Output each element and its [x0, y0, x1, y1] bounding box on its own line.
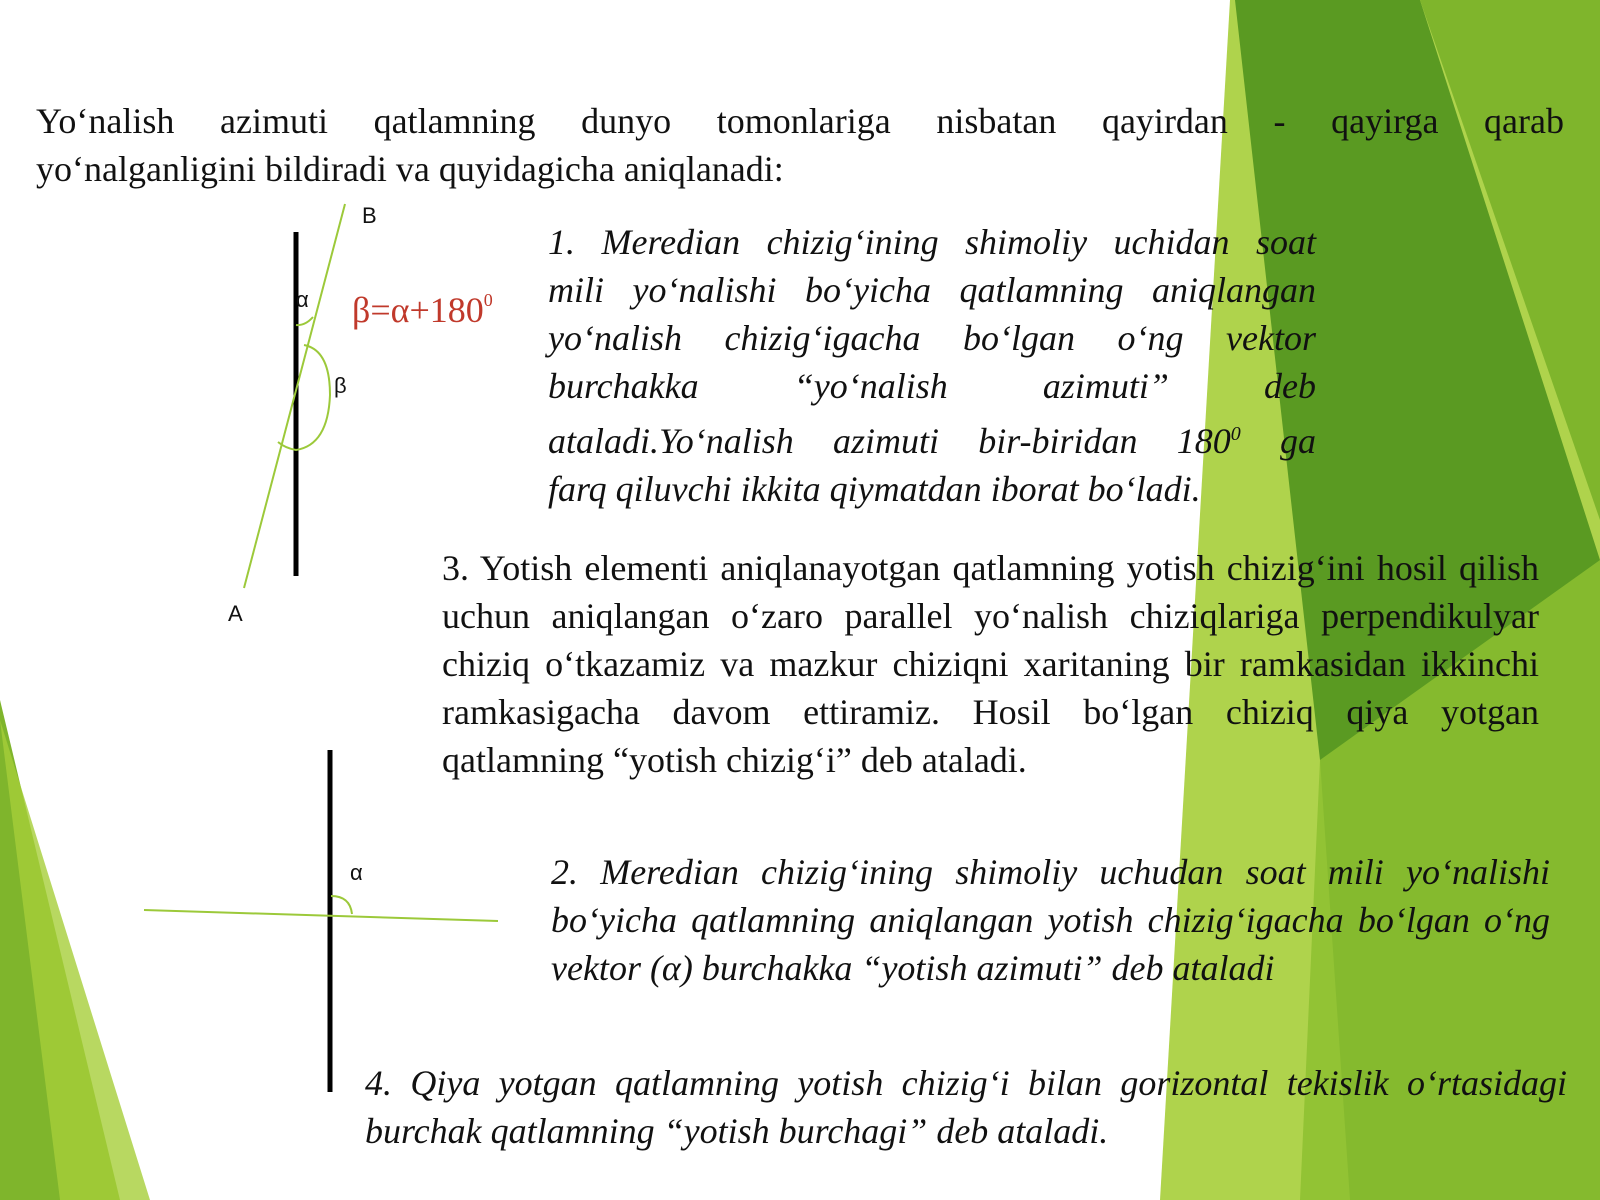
label-alpha-2: α [350, 860, 363, 885]
label-beta: β [334, 373, 347, 398]
item-1-line-6: farq qiluvchi ikkita qiymatdan iborat bo‘ladi. [548, 469, 1201, 509]
label-alpha-1: α [296, 287, 309, 312]
item-1-line-2: mili yo‘nalishi bo‘yicha qatlamning aniqlangan [548, 270, 1316, 310]
item-1-line-5a: ataladi.Yo‘nalish azimuti bir-biridan 180 [548, 421, 1231, 461]
strike-line-2 [144, 910, 498, 921]
item-4: 4. Qiya yotgan qatlamning yotish chizig‘i bilan gorizontal tekislik o‘rtasidagi burchak qatlamning “yotish burchagi” deb ataladi. [365, 1063, 1567, 1151]
item-1-degree: 0 [1230, 423, 1241, 445]
item-2: 2. Meredian chizig‘ining shimoliy uchudan soat mili yo‘nalishi bo‘yicha qatlamning aniqlangan yotish chizig‘igacha bo‘lgan o‘ng vektor (α) burchakka “yotish azimuti” deb ataladi [551, 852, 1550, 988]
item-1-line-5b: ga [1240, 421, 1317, 461]
formula: $\beta=\alpha+180^0$ [352, 290, 493, 330]
alpha-arc-2 [331, 896, 352, 914]
item-3: 3. Yotish elementi aniqlanayotgan qatlamning yotish chizig‘ini hosil qilish uchun aniqlangan o‘zaro parallel yo‘nalish chiziqlariga perpendikulyar chiziq o‘tkazamiz va mazkur chiziqni xaritaning bir ramkasidan ikkinchi ramkasigacha davom ettiramiz. Hosil bo‘lgan chiziq qiya yotgan qatlamning “yotish chizig‘i” deb ataladi. [442, 548, 1539, 780]
intro-line-2: yo‘nalganligini bildiradi va quyidagicha aniqlanadi: [36, 149, 784, 189]
alpha-arc [296, 317, 313, 325]
label-b: B [362, 203, 377, 228]
item-1 [548, 218, 1316, 513]
label-a: A [228, 601, 243, 626]
item-1-line-4: burchakka “yo‘nalish azimuti” deb [548, 366, 1316, 406]
item-1-line-5 [548, 410, 1316, 465]
dip-azimuth-diagram [144, 750, 498, 1092]
item-1-line-3: yo‘nalish chizig‘igacha bo‘lgan o‘ng vektor [548, 318, 1316, 358]
intro-line-1: Yo‘nalish azimuti qatlamning dunyo tomonlariga nisbatan qayirdan - qayirga qarab [36, 101, 1564, 141]
item-1-line-1: 1. Meredian chizig‘ining shimoliy uchidan soat [548, 222, 1316, 262]
